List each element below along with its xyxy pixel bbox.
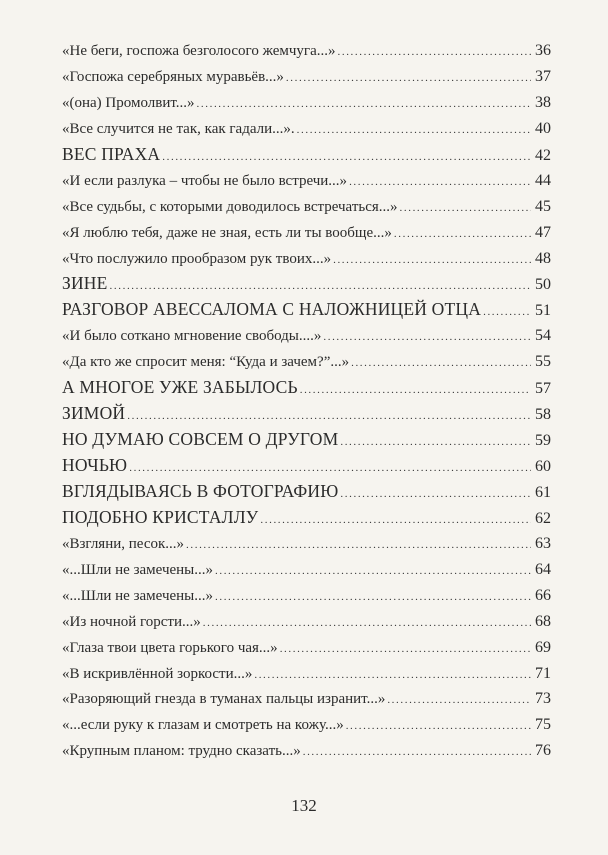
dot-leader — [340, 482, 531, 508]
toc-entry-title: «...Шли не замечены...» — [62, 587, 213, 604]
toc-entry-title: «Госпожа серебряных муравьёв...» — [62, 68, 284, 85]
toc-entry-title: А МНОГОЕ УЖЕ ЗАБЫЛОСЬ — [62, 377, 298, 398]
toc-entry-title: «В искривлённой зоркости...» — [62, 665, 253, 682]
toc-entry-page: 68 — [535, 612, 551, 630]
dot-leader — [286, 66, 531, 92]
toc-entry-title: НО ДУМАЮ СОВСЕМ О ДРУГОМ — [62, 429, 339, 450]
toc-entry-title: «Что послужило прообразом рук твоих...» — [62, 250, 332, 267]
dot-leader — [162, 145, 531, 171]
dot-leader — [351, 351, 531, 377]
toc-entry-title: «...Шли не замечены...» — [62, 561, 213, 578]
toc-entry-page: 59 — [535, 432, 551, 450]
toc-entry — [62, 64, 551, 90]
toc-entry-page: 45 — [535, 197, 551, 215]
dot-leader — [394, 222, 531, 248]
toc-entry-page: 54 — [535, 327, 551, 345]
toc-entry — [62, 116, 551, 142]
toc-entry — [62, 738, 551, 764]
toc-entry-page: 51 — [535, 302, 551, 320]
dot-leader — [203, 611, 531, 637]
toc-entry — [62, 609, 551, 635]
toc-entry-title: «Не беги, госпожа безголосого жемчуга...» — [62, 43, 336, 59]
toc-entry — [62, 531, 551, 557]
dot-leader — [197, 92, 531, 118]
toc-section-entry — [62, 479, 551, 505]
toc-entry-page: 76 — [535, 742, 551, 760]
dot-leader — [323, 325, 531, 351]
toc-section-entry — [62, 375, 551, 401]
toc-entry — [62, 220, 551, 246]
toc-entry-title: НОЧЬЮ — [62, 455, 128, 475]
toc-entry-title: ВЕС ПРАХА — [62, 143, 161, 164]
toc-entry — [62, 349, 551, 375]
dot-leader — [303, 740, 531, 766]
toc-section-entry — [62, 453, 551, 479]
dot-leader — [483, 300, 531, 326]
toc-entry-title: «Из ночной горсти...» — [62, 613, 201, 630]
toc-entry-title: ПОДОБНО КРИСТАЛЛУ — [62, 506, 259, 527]
dot-leader — [186, 533, 531, 559]
toc-entry — [62, 712, 551, 738]
toc-entry-page: 44 — [535, 171, 551, 189]
toc-entry — [62, 38, 551, 64]
toc-section-entry — [62, 401, 551, 427]
dot-leader — [215, 559, 531, 585]
toc-entry-page: 60 — [535, 458, 551, 475]
toc-entry — [62, 168, 551, 194]
toc-entry-title: «(она) Промолвит...» — [62, 94, 195, 111]
toc-entry — [62, 635, 551, 661]
toc-entry-title: «Все судьбы, с которыми доводилось встречаться...» — [62, 198, 398, 215]
toc-entry-page: 63 — [535, 534, 551, 552]
toc-entry-page: 75 — [535, 716, 551, 734]
dot-leader — [215, 585, 531, 611]
toc-entry-page: 73 — [535, 690, 551, 708]
toc-entry-page: 55 — [535, 353, 551, 371]
toc-entry-page: 66 — [535, 586, 551, 604]
dot-leader — [338, 40, 532, 66]
toc-entry-title: РАЗГОВОР АВЕССАЛОМА С НАЛОЖНИЦЕЙ ОТЦА — [62, 299, 482, 320]
toc-entry-title: «Глаза твои цвета горького чая...» — [62, 639, 278, 656]
toc-entry-title: ЗИНЕ — [62, 273, 108, 294]
toc-section-entry — [62, 142, 551, 168]
toc-entry-title: «Разоряющий гнезда в туманах пальцы изранит...» — [62, 691, 386, 708]
toc-entry-title: «И если разлука – чтобы не было встречи...» — [62, 172, 348, 189]
toc-entry-title: ВГЛЯДЫВАЯСЬ В ФОТОГРАФИЮ — [62, 480, 339, 501]
dot-leader — [346, 714, 531, 740]
toc-entry-page: 36 — [535, 42, 551, 59]
toc-entry — [62, 246, 551, 272]
dot-leader — [333, 248, 531, 274]
toc-entry-page: 61 — [535, 483, 551, 501]
dot-leader — [280, 637, 531, 663]
toc-entry-page: 40 — [535, 119, 551, 137]
toc-section-entry — [62, 271, 551, 297]
toc-entry — [62, 583, 551, 609]
toc-entry-page: 62 — [535, 509, 551, 527]
toc-entry-page: 69 — [535, 638, 551, 656]
dot-leader — [300, 378, 531, 404]
toc-entry-page: 48 — [535, 249, 551, 267]
toc-entry-page: 71 — [535, 664, 551, 682]
toc-entry-title: «Крупным планом: трудно сказать...» — [62, 743, 301, 760]
toc-entry-title: «Да кто же спросит меня: “Куда и зачем?”...» — [62, 354, 350, 371]
dot-leader — [349, 170, 531, 196]
toc-entry-title: «Я люблю тебя, даже не зная, есть ли ты вообще...» — [62, 224, 392, 241]
dot-leader — [260, 508, 531, 534]
table-of-contents — [62, 38, 551, 764]
toc-entry-title: «Все случится не так, как гадали...». — [62, 120, 295, 137]
toc-entry — [62, 686, 551, 712]
dot-leader — [400, 196, 531, 222]
toc-entry-title: «...если руку к глазам и смотреть на кожу...» — [62, 717, 344, 734]
page-number: 132 — [291, 796, 317, 815]
toc-entry-page: 47 — [535, 223, 551, 241]
toc-entry-page: 57 — [535, 380, 551, 398]
toc-entry-page: 37 — [535, 67, 551, 85]
toc-entry — [62, 323, 551, 349]
toc-entry-page: 42 — [535, 146, 551, 164]
dot-leader — [297, 118, 531, 144]
toc-entry-page: 50 — [535, 276, 551, 294]
dot-leader — [340, 430, 531, 456]
toc-section-entry — [62, 505, 551, 531]
toc-entry — [62, 90, 551, 116]
toc-entry-page: 38 — [535, 93, 551, 111]
toc-entry-title: «И было соткано мгновение свободы....» — [62, 328, 322, 345]
toc-entry — [62, 557, 551, 583]
toc-entry-title: «Взгляни, песок...» — [62, 535, 185, 552]
dot-leader — [387, 688, 531, 714]
toc-entry-title: ЗИМОЙ — [62, 403, 126, 424]
toc-entry-page: 64 — [535, 560, 551, 578]
dot-leader — [254, 663, 531, 689]
toc-entry — [62, 194, 551, 220]
toc-section-entry — [62, 427, 551, 453]
toc-entry-page: 58 — [535, 406, 551, 424]
toc-entry — [62, 661, 551, 687]
toc-section-entry — [62, 297, 551, 323]
